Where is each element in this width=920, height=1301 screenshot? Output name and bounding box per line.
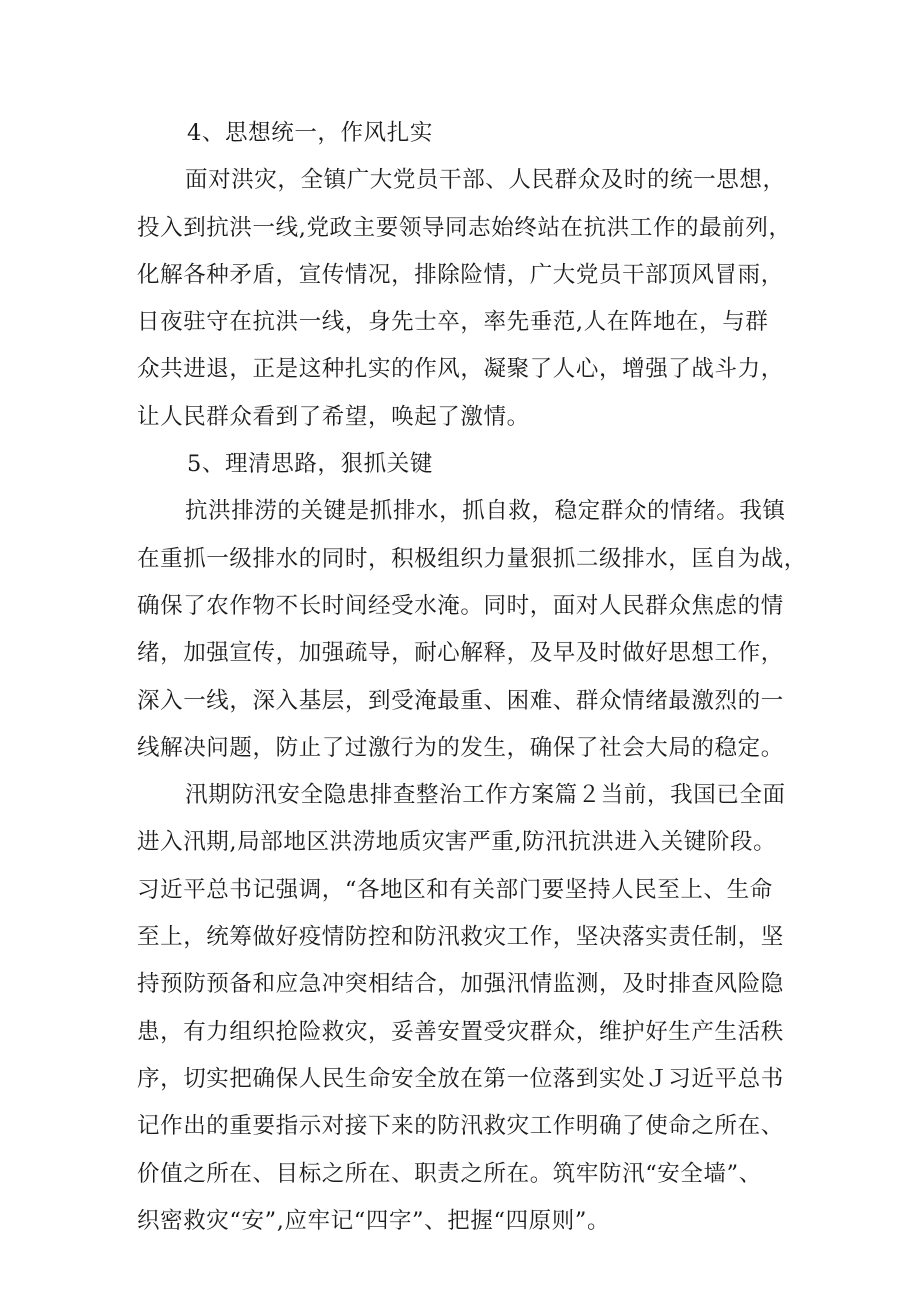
paragraph-line: 确保了农作物不长时间经受水淹。同时，面对人民群众焦虑的情 — [137, 592, 784, 619]
paragraph-4 — [137, 157, 807, 441]
paragraph-line: 化解各种矛盾，宣传情况，排除险情，广大党员干部顶风冒雨， — [137, 261, 784, 288]
section-heading-4: 4、思想统一，作风扎实 — [187, 120, 433, 146]
paragraph-line: 绪，加强宣传，加强疏导，耐心解释，及早及时做好思想工作， — [137, 640, 784, 667]
paragraph-line: 线解决问题，防止了过激行为的发生，确保了社会大局的稳定。 — [137, 734, 784, 761]
paragraph-line: 在重抓一级排水的同时，积极组织力量狠抓二级排水，匡自为战， — [137, 545, 807, 572]
paragraph-line: 面对洪灾，全镇广大党员干部、人民群众及时的统一思想， — [185, 167, 786, 194]
paragraph-line: 序，切实把确保人民生命安全放在第一位落到实处Ｊ习近平总书 — [137, 1065, 784, 1092]
paragraph-line: 抗洪排涝的关键是抓排水，抓自救，稳定群众的情绪。我镇 — [185, 498, 786, 525]
paragraph-line: 持预防预备和应急冲突相结合，加强汛情监测，及时排查风险隐 — [137, 971, 784, 998]
paragraph-line: 患，有力组织抢险救灾，妥善安置受灾群众，维护好生产生活秩 — [137, 1018, 784, 1045]
paragraph-line: 价值之所在、目标之所在、职责之所在。筑牢防汛“安全墙”、 — [137, 1160, 762, 1187]
paragraph-line: 记作出的重要指示对接下来的防汛救灾工作明确了使命之所在、 — [137, 1113, 784, 1140]
paragraph-line: 深入一线，深入基层，到受淹最重、困难、群众情绪最激烈的一 — [137, 687, 784, 714]
section-heading-5: 5、理清思路，狠抓关键 — [187, 451, 433, 478]
paragraph-line: 让人民群众看到了希望，唤起了激情。 — [137, 403, 530, 430]
document-body — [137, 110, 807, 1245]
paragraph-line: 众共进退，正是这种扎实的作风，凝聚了人心，增强了战斗力， — [137, 356, 784, 383]
paragraph-line: 投入到抗洪一线,党政主要领导同志始终站在抗洪工作的最前列， — [137, 214, 792, 241]
paragraph-line: 日夜驻守在抗洪一线，身先士卒，率先垂范,人在阵地在，与群 — [137, 309, 769, 336]
paragraph-line: 织密救灾“安”,应牢记“四字”、把握“四原则”。 — [137, 1207, 611, 1234]
paragraph-5 — [137, 488, 807, 772]
paragraph-line: 至上，统筹做好疫情防控和防汛救灾工作，坚决落实责任制，坚 — [137, 924, 784, 951]
paragraph-line: 习近平总书记强调，“各地区和有关部门要坚持人民至上、生命 — [137, 876, 773, 903]
paragraph-6 — [137, 772, 807, 1245]
paragraph-line: 进入汛期,局部地区洪涝地质灾害严重,防汛抗洪进入关键阶段。 — [137, 829, 777, 856]
paragraph-line: 汛期防汛安全隐患排查整治工作方案篇２当前，我国已全面 — [185, 782, 786, 809]
